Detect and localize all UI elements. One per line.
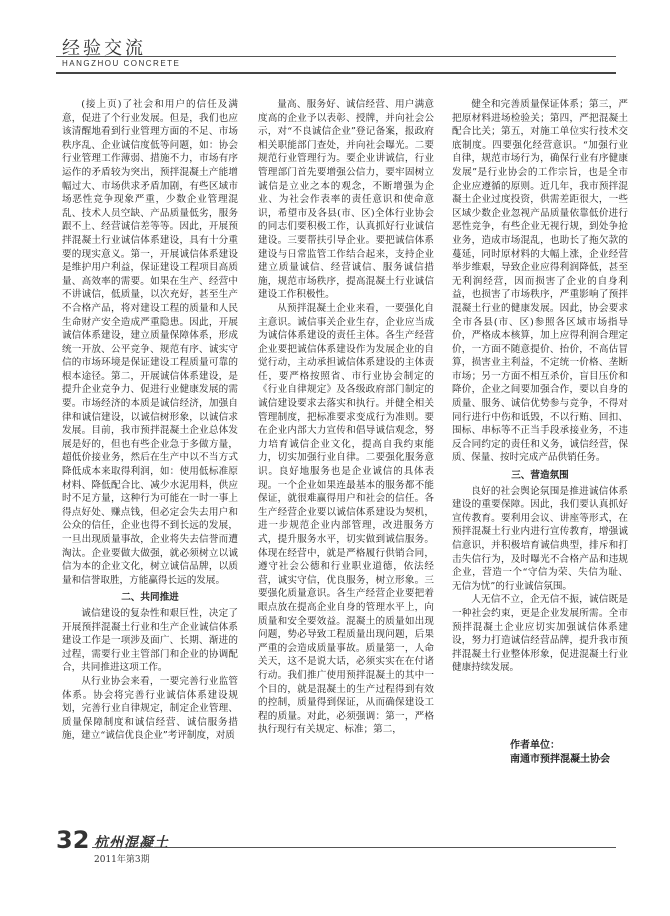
magazine-brand: 杭州混凝土 [94,835,169,851]
paragraph: (接上页)了社会和用户的信任及满意，促进了个行业发展。但是，我们也应该清醒地看到行业管理方面的不足、市场秩序乱、企业诚信度低等问题，如：协会行业管理工作薄弱、措施不力，市场有序运作的矛盾较为突出，预拌混凝土产能增幅过大、市场供求矛盾加剧，有些区域市场恶性竞争现象严重，少数企业管理混乱、技术人员空缺、产品质量低劣，服务跟不上、经营诚信差等等。因此，开展预拌混凝土行业诚信体系建设，具有十分重要的现实意义。第一，开展诚信体系建设是维护用户利益，保证建设工程项目高质量、高效率的需要。如果在生产、经营中不讲诚信，低质量，以次充好，甚至生产不合格产品，将对建设工程的质量和人民生命财产安全造成严重隐患。因此，开展诚信体系建设，建立质量保障体系，形成统一开放、公平竞争、规范有序、诚实守信的市场环境是保证建设工程质量可靠的根本途径。第二，开展诚信体系建设，是提升企业竞争力、促进行业健康发展的需要。市场经济的本质是诚信经济，加强自律和诚信建设，以诚信树形象，以诚信求发展。目前，我市预拌混凝土企业总体发展是好的，但也有些企业急于多做方量，超低价接业务，然后在生产中以不当方式降低成本来取得利润，如：使用低标准原材料、降低配合比、减少水泥用料，供应时不足方量，这种行为可能在一时一事上得点好处、赚点钱，但必定会失去用户和公众的信任，企业也得不到长远的发展，一旦出现质量事故，企业将失去信誉而遭淘汰。企业要做大做强，就必须树立以诚信为本的企业文化，树立诚信品牌，以质量和信誉取胜，方能赢得长远的发展。 [62,99,238,586]
author-label: 作者单位： [510,740,560,751]
article-column-1 [62,98,238,743]
paragraph: 诚信建设的复杂性和艰巨性，决定了开展预拌混凝土行业和生产企业诚信体系建设工作是一项涉及面广、长期、渐进的过程，需要行业主管部门和企业的协调配合，共同推进这项工作。 [62,607,238,674]
paragraph: 从预拌混凝土企业来看，一要强化自主意识。诚信事关企业生存，企业应当成为诚信体系建设的责任主体。各生产经营企业要把诚信体系建设作为发展企业的自觉行动，主动承担诚信体系建设的主体责任，要严格按照省、市行业协会制定的《行业自律规定》及各级政府部门制定的诚信建设要求去落实和执行。并健全相关管理制度，把标准要求变成行为准则。要在企业内部大力宣传和倡导诚信观念，努力培育诚信企业文化，提高自我约束能力，切实加强行业自律。二要强化服务意识。良好地服务也是企业诚信的具体表现。一个企业如果连最基本的服务都不能保证，就很难赢得用户和社会的信任。各生产经营企业要以诚信体系建设为契机，进一步规范企业内部管理，改进服务方式，提升服务水平，切实做到诚信服务。体现在经营中，就是严格履行供销合同，遵守社会公德和行业职业道德，依法经营，诚实守信，优良服务，树立形象。三要强化质量意识。各生产经营企业要把着眼点放在提高企业自身的管理水平上，向质量和安全要效益。混凝土的质量如出现问题，势必导致工程质量出现问题，后果严重的会造成质量事故。质量第一，人命关天，这不是说大话，必须实实在在付诸行动。我们推广使用预拌混凝土的其中一个目的，就是混凝土的生产过程得到有效的控制，质量得到保证，从而确保建设工程的质量。对此，必须强调：第一，严格执行现行有关规定、标准；第二， [258,302,434,736]
author-affiliation [510,739,610,767]
section-heading: 三、营造氛围 [511,470,569,482]
section-title: 经验交流 [62,38,146,59]
section-heading: 二、共同推进 [121,592,179,604]
article-column-3 [452,98,628,675]
article-column-2 [258,98,434,737]
page-number: 32 [56,826,90,854]
issue-label: 2011年第3期 [94,855,150,865]
paragraph: 健全和完善质量保证体系；第三，严把原材料进场检验关；第四，严把混凝土配合比关；第五，对施工单位实行技术交底制度。四要强化经营意识。“加强行业自律，规范市场行为，确保行业有序健康发展”是行业协会的工作宗旨，也是全市企业应遵循的原则。近几年，我市预拌混凝土企业过度投资，供需差距很大，一些区域少数企业忽视产品质量依靠低价进行恶性竞争，有些企业无视行规，到处争抢业务，造成市场混乱，也助长了拖欠款的蔓延，同时原材料的大幅上涨，企业经营举步维艰，导致企业应得利润降低，甚至无利润经营，因而损害了企业的自身利益，也损害了市场秩序，严重影响了预拌混凝土行业的健康发展。因此，协会要求全市各县(市、区)参照各区域市场指导价，严格成本核算，加上应得利润合理定价，一方面不随意提价、抬价，不高估冒算，损害业主利益，不定统一价格、垄断市场；另一方面不相互杀价，盲目压价和降价，企业之间要加强合作，要以自身的质量、服务、诚信优势参与竞争，不得对同行进行中伤和诋毁，不以行贿、回扣、围标、串标等不正当手段承接业务，不违反合同约定的责任和义务，诚信经营，保质、保量、按时完成产品供销任务。 [452,99,628,464]
paragraph: 从行业协会来看，一要完善行业监管体系。协会将完善行业诚信体系建设规划，完善行业自律规定，制定企业管理、质量保障制度和诚信经营、诚信服务措施，建立“诚信优良企业”考评制度，对质 [62,675,238,742]
footer-rule [92,847,616,848]
author-organization: 南通市预拌混凝土协会 [510,754,610,765]
paragraph: 良好的社会舆论氛围是推进诚信体系建设的重要保障。因此，我们要认真抓好宣传教育。要利用会议、讲座等形式，在预拌混凝土行业内进行宣传教育，增强诚信意识，并积极培育诚信典型，排斥和打击失信行为，及时曝光不合格产品和违规企业，营造一个“守信为荣、失信为耻、无信为忧”的行业诚信氛围。 [452,485,628,592]
paragraph: 量高、服务好、诚信经营、用户满意度高的企业予以表彰、授牌，并向社会公示，对“不良诚信企业”登记备案，报政府相关职能部门查处，并向社会曝光。二要规范行业管理行为。要企业讲诚信，行业管理部门首先要增强公信力，要牢固树立诚信是立业之本的观念，不断增强为企业、为社会作表率的责任意识和使命意识，希望市及各县(市、区)全体行业协会的同志们要积极工作，认真抓好行业诚信建设。三要帮扶引导企业。要把诚信体系建设与日常监管工作结合起来，支持企业建立质量诚信、经营诚信、服务诚信措施，规范市场秩序，提高混凝土行业诚信建设工作积极性。 [258,99,434,301]
paragraph: 人无信不立，企无信不振，诚信既是一种社会约束，更是企业发展所需。全市预拌混凝土企业应切实加强诚信体系建设，努力打造诚信经营品牌，提升我市预拌混凝土行业整体形象，促进混凝土行业健康持续发展。 [452,594,628,674]
header-rule [56,56,616,57]
section-subtitle: HANGZHOU CONCRETE [62,59,181,68]
page-footer [56,826,616,872]
page-header [56,34,616,76]
header-rule-thick [56,72,616,74]
